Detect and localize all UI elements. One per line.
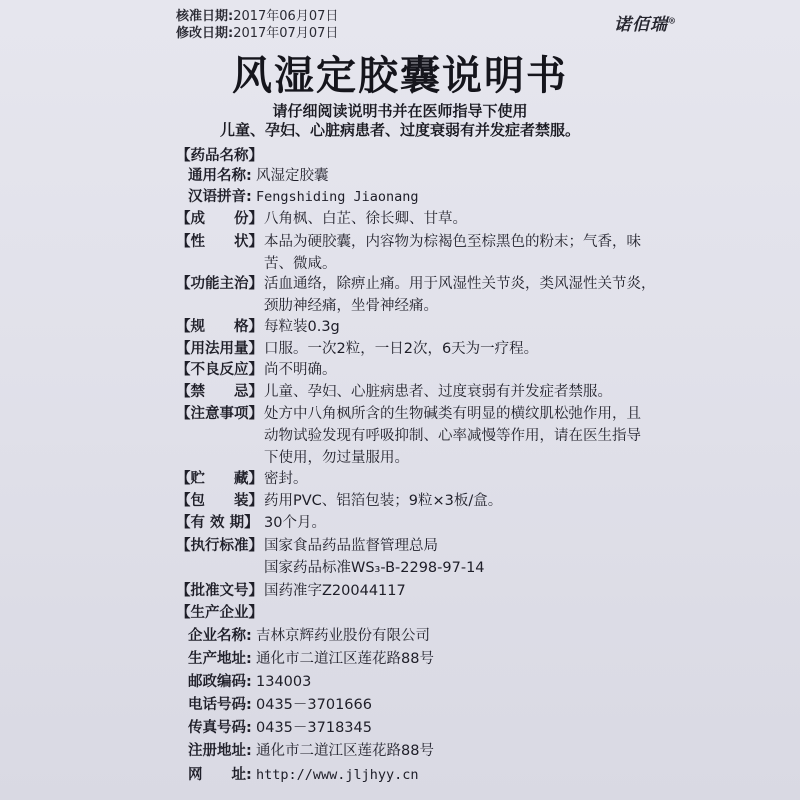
- properties-line-2: 苦、微咸。: [264, 256, 337, 272]
- approval-value: 国药准字Z20044117: [264, 583, 406, 599]
- document-title: 风湿定胶囊说明书: [232, 53, 568, 99]
- storage-value: 密封。: [264, 471, 308, 487]
- fax-value: 0435－3718345: [256, 720, 372, 736]
- indications-line-2: 颈肋神经痛，坐骨神经痛。: [264, 298, 438, 314]
- precautions-line-3: 下使用，勿过量服用。: [264, 450, 409, 466]
- contraindications-value: 儿童、孕妇、心脏病患者、过度衰弱有并发症者禁服。: [264, 384, 612, 400]
- reg-address-value: 通化市二道江区莲花路88号: [256, 743, 434, 759]
- ingredients-value: 八角枫、白芷、徐长卿、甘草。: [264, 211, 467, 227]
- indications-label: 【功能主治】: [176, 276, 263, 292]
- fax-label: 传真号码:: [188, 720, 252, 736]
- phone-value: 0435－3701666: [256, 697, 372, 713]
- dosage-value: 口服。一次2粒，一日2次，6天为一疗程。: [264, 341, 539, 357]
- specification-label: 【规 格】: [176, 319, 263, 335]
- company-label: 企业名称:: [188, 628, 252, 644]
- validity-label: 【有 效 期】: [176, 515, 259, 531]
- manufacturer-heading: 【生产企业】: [176, 605, 263, 621]
- drug-name-heading: 【药品名称】: [176, 148, 263, 164]
- website-value: http://www.jljhyy.cn: [256, 767, 419, 783]
- pinyin-label: 汉语拼音:: [188, 189, 252, 205]
- package-value: 药用PVC、铝箔包装；9粒×3板/盒。: [264, 493, 503, 509]
- approval-label: 【批准文号】: [176, 583, 263, 599]
- adverse-value: 尚不明确。: [264, 362, 337, 378]
- generic-name-label: 通用名称:: [188, 168, 252, 184]
- generic-name-value: 风湿定胶囊: [256, 168, 329, 184]
- specification-value: 每粒装0.3g: [264, 319, 340, 335]
- dates-block: [176, 8, 338, 42]
- registered-mark: ®: [668, 15, 677, 26]
- precautions-line-1: 处方中八角枫所含的生物碱类有明显的横纹肌松弛作用，且: [264, 406, 641, 422]
- reg-address-label: 注册地址:: [188, 743, 252, 759]
- pinyin-value: Fengshiding Jiaonang: [256, 189, 419, 205]
- dosage-label: 【用法用量】: [176, 341, 263, 357]
- standard-line-2: 国家药品标准WS₃-B-2298-97-14: [264, 560, 485, 576]
- address-label: 生产地址:: [188, 651, 252, 667]
- standard-line-1: 国家食品药品监督管理总局: [264, 538, 438, 554]
- precautions-label: 【注意事项】: [176, 406, 263, 422]
- approval-date-value: 2017年06月07日: [233, 9, 339, 24]
- company-value: 吉林京辉药业股份有限公司: [256, 628, 430, 644]
- properties-label: 【性 状】: [176, 234, 263, 250]
- website-label: 网 址:: [188, 767, 252, 783]
- brand-logo: [614, 10, 677, 35]
- package-label: 【包 装】: [176, 493, 263, 509]
- precautions-line-2: 动物试验发现有呼吸抑制、心率减慢等作用，请在医生指导: [264, 428, 641, 444]
- standard-label: 【执行标准】: [176, 538, 263, 554]
- storage-label: 【贮 藏】: [176, 471, 263, 487]
- adverse-label: 【不良反应】: [176, 362, 263, 378]
- ingredients-label: 【成 份】: [176, 211, 263, 227]
- postcode-value: 134003: [256, 674, 312, 690]
- warning-line-1: 请仔细阅读说明书并在医师指导下使用: [272, 102, 528, 120]
- contraindications-label: 【禁 忌】: [176, 384, 263, 400]
- validity-value: 30个月。: [264, 515, 326, 531]
- revision-date-label: 修改日期:: [176, 26, 234, 41]
- phone-label: 电话号码:: [188, 697, 252, 713]
- indications-line-1: 活血通络，除痹止痛。用于风湿性关节炎，类风湿性关节炎，: [264, 276, 656, 292]
- warning-line-2: 儿童、孕妇、心脏病患者、过度衰弱有并发症者禁服。: [219, 121, 580, 139]
- revision-date-value: 2017年07月07日: [233, 26, 339, 41]
- approval-date-row: [176, 8, 338, 25]
- revision-date-row: [176, 25, 338, 42]
- brand-name: 诺佰瑞: [614, 15, 668, 35]
- properties-line-1: 本品为硬胶囊，内容物为棕褐色至棕黑色的粉末；气香，味: [264, 234, 641, 250]
- approval-date-label: 核准日期:: [176, 9, 234, 24]
- address-value: 通化市二道江区莲花路88号: [256, 651, 434, 667]
- postcode-label: 邮政编码:: [188, 674, 252, 690]
